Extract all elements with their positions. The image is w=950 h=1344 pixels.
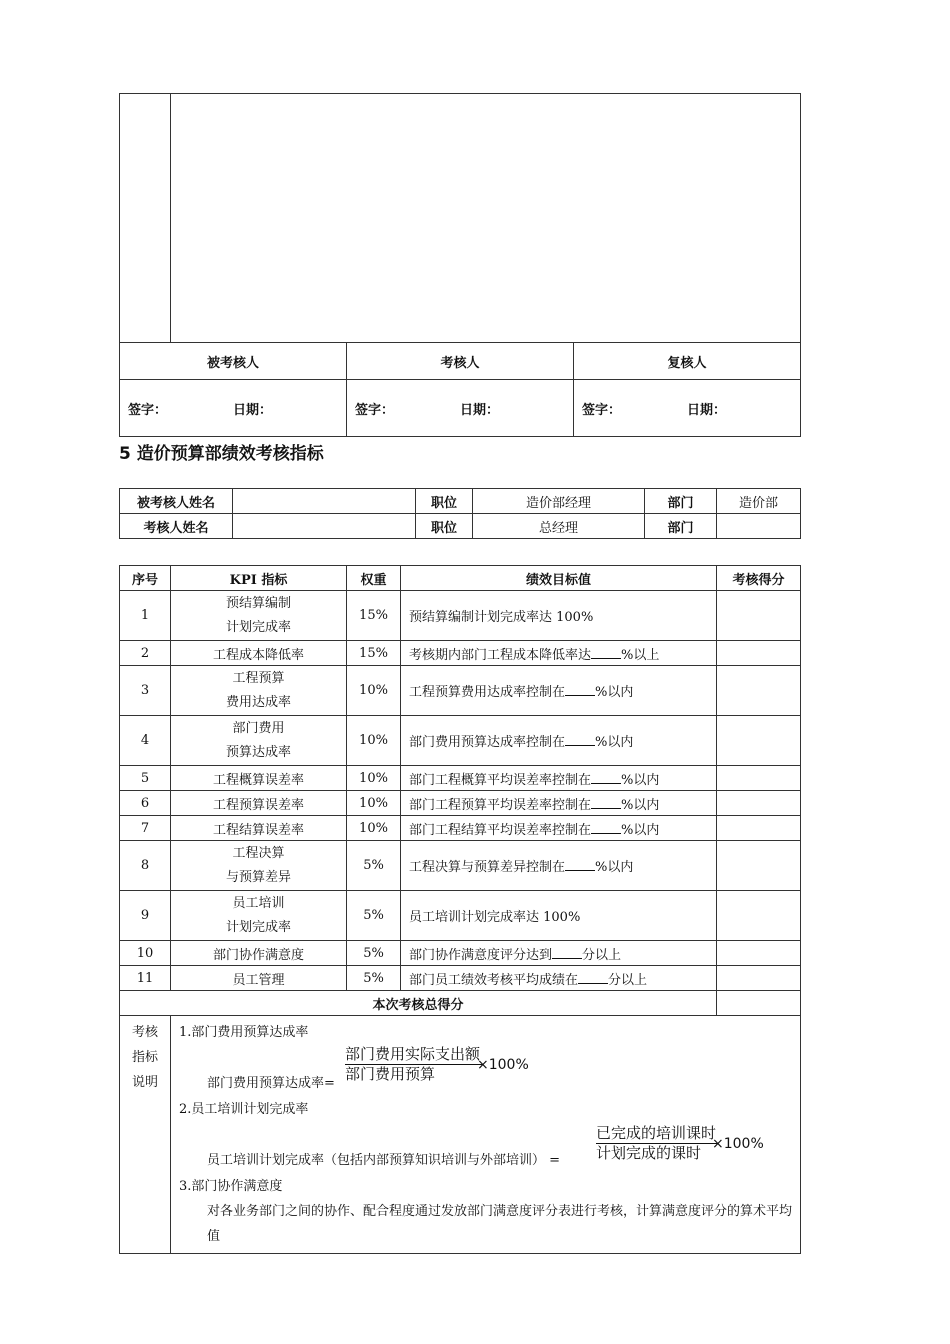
note-heading-2: 2.员工培训计划完成率 <box>179 1102 309 1117</box>
notes-label-line: 考核 <box>131 1025 158 1040</box>
kpi-weight: 10% <box>347 666 401 716</box>
signature-table <box>119 93 801 437</box>
notes-label-line: 说明 <box>131 1075 158 1090</box>
kpi-score-field[interactable] <box>717 666 801 716</box>
table-row <box>120 791 801 816</box>
table-row <box>120 891 801 941</box>
kpi-target-text: 部门工程概算平均误差率控制在 <box>409 772 592 788</box>
col-header-score: 考核得分 <box>717 566 801 591</box>
total-score-field[interactable] <box>717 991 801 1016</box>
kpi-number: 10 <box>120 941 171 966</box>
formula-2-multiplier: ×100% <box>712 1136 764 1152</box>
kpi-name <box>171 891 347 941</box>
kpi-name-line: 预结算编制 <box>225 595 291 611</box>
kpi-number: 11 <box>120 966 171 991</box>
kpi-target-text: 预结算编制计划完成率达 100% <box>409 610 594 625</box>
kpi-name-line: 工程决算 <box>232 845 285 861</box>
notes-label-line: 指标 <box>131 1050 158 1065</box>
table-row <box>120 591 801 641</box>
note-paragraph-3: 对各业务部门之间的协作、配合程度通过发放部门满意度评分表进行考核，计算满意度评分的算术平均值 <box>207 1204 793 1244</box>
formula-1 <box>179 1045 792 1097</box>
kpi-target-suffix: 分以上 <box>582 947 622 963</box>
kpi-number: 5 <box>120 766 171 791</box>
notes-content <box>171 1016 801 1254</box>
kpi-target-suffix: %以上 <box>621 647 660 663</box>
formula-1-denominator: 部门费用预算 <box>345 1065 436 1083</box>
blank-label-cell <box>120 94 171 343</box>
kpi-weight: 5% <box>347 941 401 966</box>
table-row <box>120 841 801 891</box>
kpi-target <box>401 716 717 766</box>
date-label: 日期： <box>460 402 500 418</box>
kpi-score-field[interactable] <box>717 941 801 966</box>
total-score-label: 本次考核总得分 <box>120 991 717 1016</box>
kpi-weight: 10% <box>347 791 401 816</box>
kpi-score-field[interactable] <box>717 591 801 641</box>
position-label: 职位 <box>416 514 473 539</box>
kpi-weight: 10% <box>347 816 401 841</box>
fill-in-blank[interactable] <box>565 694 595 696</box>
fill-in-blank[interactable] <box>552 957 582 959</box>
kpi-number: 8 <box>120 841 171 891</box>
kpi-score-field[interactable] <box>717 791 801 816</box>
kpi-target <box>401 891 717 941</box>
kpi-rows <box>120 591 801 991</box>
kpi-name: 工程成本降低率 <box>171 641 347 666</box>
fill-in-blank[interactable] <box>565 869 595 871</box>
sign-cell-appraisee[interactable] <box>120 380 347 437</box>
kpi-target-text: 部门费用预算达成率控制在 <box>409 735 566 750</box>
kpi-score-field[interactable] <box>717 966 801 991</box>
kpi-target <box>401 641 717 666</box>
kpi-name-line: 与预算差异 <box>225 869 291 885</box>
kpi-target <box>401 666 717 716</box>
kpi-weight: 5% <box>347 891 401 941</box>
kpi-target-text: 部门工程结算平均误差率控制在 <box>409 822 592 838</box>
kpi-name-line: 工程预算 <box>232 670 285 686</box>
kpi-number: 2 <box>120 641 171 666</box>
formula-2-numerator: 已完成的培训课时 <box>596 1124 717 1142</box>
appraisee-position: 造价部经理 <box>473 489 645 514</box>
table-row <box>120 966 801 991</box>
kpi-name <box>171 666 347 716</box>
kpi-number: 9 <box>120 891 171 941</box>
note-heading-3: 3.部门协作满意度 <box>179 1179 283 1194</box>
kpi-name-line: 费用达成率 <box>225 694 291 710</box>
kpi-target-suffix: %以内 <box>621 772 660 788</box>
kpi-target-text: 工程决算与预算差异控制在 <box>409 860 566 875</box>
formula-2-denominator: 计划完成的课时 <box>596 1144 702 1162</box>
kpi-target-suffix: %以内 <box>595 685 634 700</box>
sign-label: 签字： <box>355 402 395 418</box>
appraiser-department-field[interactable] <box>717 514 801 539</box>
kpi-weight: 15% <box>347 591 401 641</box>
appraisee-department: 造价部 <box>717 489 801 514</box>
kpi-weight: 5% <box>347 966 401 991</box>
kpi-target <box>401 791 717 816</box>
kpi-name: 员工管理 <box>171 966 347 991</box>
table-row <box>120 816 801 841</box>
kpi-target-text: 工程预算费用达成率控制在 <box>409 685 566 700</box>
kpi-name: 工程概算误差率 <box>171 766 347 791</box>
formula-2 <box>179 1122 792 1174</box>
kpi-target-suffix: %以内 <box>621 822 660 838</box>
kpi-number: 4 <box>120 716 171 766</box>
kpi-target <box>401 941 717 966</box>
appraisee-name-field[interactable] <box>233 489 416 514</box>
col-header-kpi: KPI 指标 <box>171 566 347 591</box>
kpi-score-field[interactable] <box>717 891 801 941</box>
kpi-target-text: 考核期内部门工程成本降低率达 <box>409 647 592 663</box>
kpi-name <box>171 591 347 641</box>
kpi-target-suffix: 分以上 <box>608 972 648 988</box>
kpi-target <box>401 966 717 991</box>
kpi-target-text: 员工培训计划完成率达 100% <box>409 910 581 925</box>
fill-in-blank[interactable] <box>591 782 621 784</box>
kpi-name: 工程结算误差率 <box>171 816 347 841</box>
kpi-target-suffix: %以内 <box>595 860 634 875</box>
kpi-weight: 5% <box>347 841 401 891</box>
fill-in-blank[interactable] <box>565 744 595 746</box>
kpi-score-field[interactable] <box>717 716 801 766</box>
formula-1-left: 部门费用预算达成率= <box>207 1076 335 1091</box>
kpi-number: 1 <box>120 591 171 641</box>
kpi-name <box>171 841 347 891</box>
formula-1-numerator: 部门费用实际支出额 <box>345 1045 481 1063</box>
kpi-score-field[interactable] <box>717 816 801 841</box>
kpi-target <box>401 591 717 641</box>
kpi-number: 3 <box>120 666 171 716</box>
kpi-weight: 10% <box>347 766 401 791</box>
info-table <box>119 488 801 539</box>
formula-2-fraction <box>596 1124 718 1163</box>
position-label: 职位 <box>416 489 473 514</box>
appraiser-name-field[interactable] <box>233 514 416 539</box>
sign-cell-reviewer[interactable] <box>574 380 801 437</box>
header-appraisee: 被考核人 <box>120 343 347 380</box>
kpi-target-text: 部门员工绩效考核平均成绩在 <box>409 972 579 988</box>
table-row <box>120 641 801 666</box>
fill-in-blank[interactable] <box>591 657 621 659</box>
kpi-name: 部门协作满意度 <box>171 941 347 966</box>
formula-1-fraction <box>345 1045 482 1084</box>
kpi-target <box>401 766 717 791</box>
kpi-name-line: 员工培训 <box>232 895 285 911</box>
department-label: 部门 <box>645 514 717 539</box>
fill-in-blank[interactable] <box>578 982 608 984</box>
kpi-target <box>401 841 717 891</box>
sign-label: 签字： <box>582 402 622 418</box>
col-header-no: 序号 <box>120 566 171 591</box>
department-label: 部门 <box>645 489 717 514</box>
blank-content-cell <box>171 94 801 343</box>
kpi-name-line: 预算达成率 <box>225 744 291 760</box>
fill-in-blank[interactable] <box>591 807 621 809</box>
kpi-number: 7 <box>120 816 171 841</box>
kpi-score-field[interactable] <box>717 641 801 666</box>
kpi-score-field[interactable] <box>717 841 801 891</box>
kpi-name: 工程预算误差率 <box>171 791 347 816</box>
kpi-name-line: 计划完成率 <box>225 919 291 935</box>
formula-1-multiplier: ×100% <box>477 1057 529 1073</box>
kpi-weight: 15% <box>347 641 401 666</box>
formula-2-left: 员工培训计划完成率（包括内部预算知识培训与外部培训） = <box>207 1153 561 1168</box>
header-reviewer: 复核人 <box>574 343 801 380</box>
notes-label <box>120 1016 171 1254</box>
kpi-score-field[interactable] <box>717 766 801 791</box>
sign-cell-appraiser[interactable] <box>347 380 574 437</box>
date-label: 日期： <box>233 402 273 418</box>
appraisee-name-label: 被考核人姓名 <box>120 489 233 514</box>
kpi-name-line: 计划完成率 <box>225 619 291 635</box>
section-title: 5 造价预算部绩效考核指标 <box>119 444 324 464</box>
kpi-target <box>401 816 717 841</box>
col-header-target: 绩效目标值 <box>401 566 717 591</box>
kpi-name <box>171 716 347 766</box>
date-label: 日期： <box>687 402 727 418</box>
note-heading-1: 1.部门费用预算达成率 <box>179 1025 309 1040</box>
table-row <box>120 716 801 766</box>
col-header-weight: 权重 <box>347 566 401 591</box>
kpi-target-text: 部门协作满意度评分达到 <box>409 947 553 963</box>
kpi-target-suffix: %以内 <box>621 797 660 813</box>
table-row <box>120 941 801 966</box>
sign-label: 签字： <box>128 402 168 418</box>
appraiser-name-label: 考核人姓名 <box>120 514 233 539</box>
fill-in-blank[interactable] <box>591 832 621 834</box>
header-appraiser: 考核人 <box>347 343 574 380</box>
kpi-table <box>119 565 801 1254</box>
kpi-name-line: 部门费用 <box>232 720 285 736</box>
kpi-target-text: 部门工程预算平均误差率控制在 <box>409 797 592 813</box>
appraiser-position: 总经理 <box>473 514 645 539</box>
kpi-number: 6 <box>120 791 171 816</box>
kpi-weight: 10% <box>347 716 401 766</box>
table-row <box>120 666 801 716</box>
table-row <box>120 766 801 791</box>
kpi-target-suffix: %以内 <box>595 735 634 750</box>
